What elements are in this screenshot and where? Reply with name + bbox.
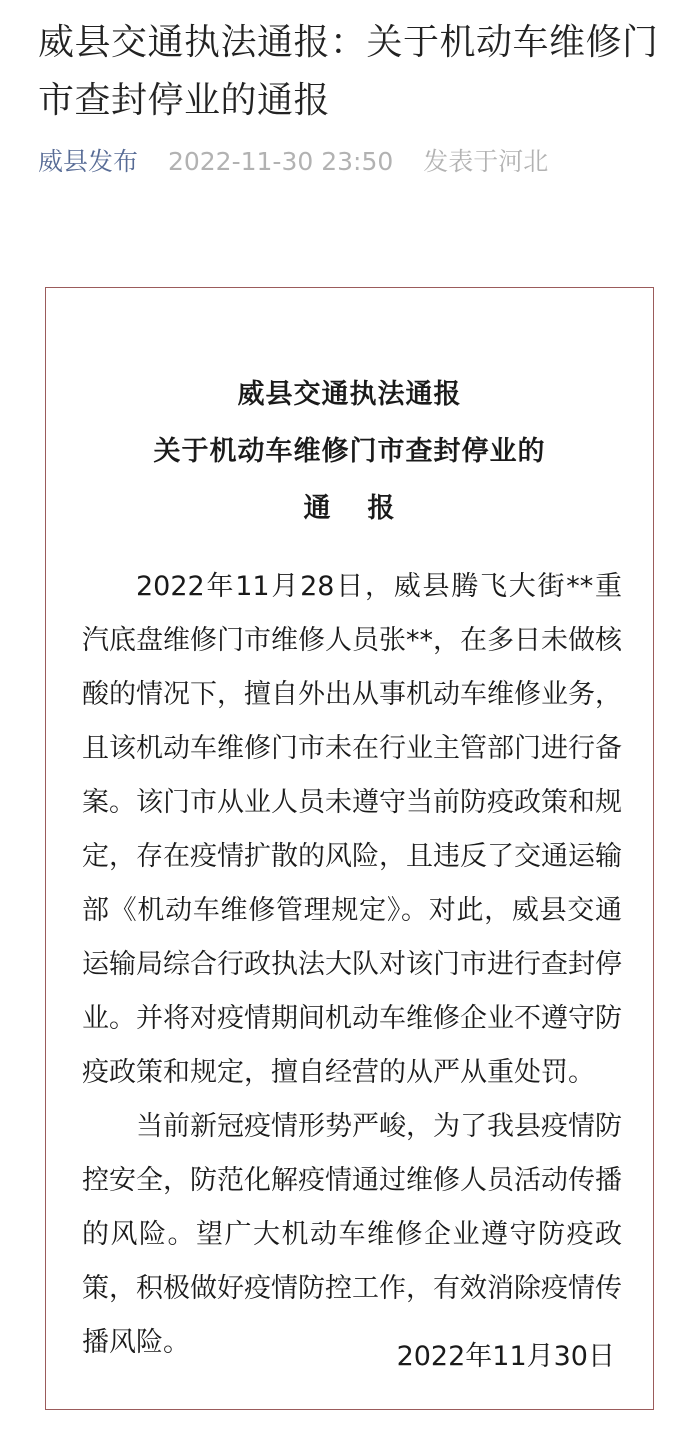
notice-paragraph-2: 当前新冠疫情形势严峻，为了我县疫情防控安全，防范化解疫情通过维修人员活动传播的风险。望广大机动车维修企业遵守防疫政策，积极做好疫情防控工作，有效消除疫情传播风险。 — [82, 1111, 622, 1358]
notice-date: 2022年11月30日 — [396, 1341, 615, 1372]
article-meta — [38, 140, 548, 184]
notice-image-card — [45, 287, 654, 1410]
notice-heading-line1: 威县交通执法通报 — [237, 379, 462, 410]
account-name-link[interactable]: 威县发布 — [38, 147, 139, 176]
notice-heading-char-2: 报 — [367, 493, 396, 524]
notice-paragraph-1: 2022年11月28日，威县腾飞大街**重汽底盘维修门市维修人员张**，在多日未做核酸的情况下，擅自外出从事机动车维修业务，且该机动车维修门市未在行业主管部门进行备案。该门市从业人员未遵守当前防疫政策和规定，存在疫情扩散的风险，且违反了交通运输部《机动车维修管理规定》。对此，威县交通运输局综合行政执法大队对该门市进行查封停业。并将对疫情期间机动车维修企业不遵守防疫政策和规定，擅自经营的从严从重处罚。 — [82, 571, 622, 1088]
notice-heading-line3 — [46, 486, 653, 525]
publish-location: 发表于河北 — [423, 147, 549, 176]
notice-heading-char-1: 通 — [303, 493, 332, 524]
notice-heading-line2: 关于机动车维修门市查封停业的 — [153, 436, 546, 467]
article-title: 威县交通执法通报：关于机动车维修门市查封停业的通报 — [38, 22, 659, 121]
publish-time: 2022-11-30 23:50 — [167, 147, 394, 176]
notice-body — [82, 560, 622, 1370]
